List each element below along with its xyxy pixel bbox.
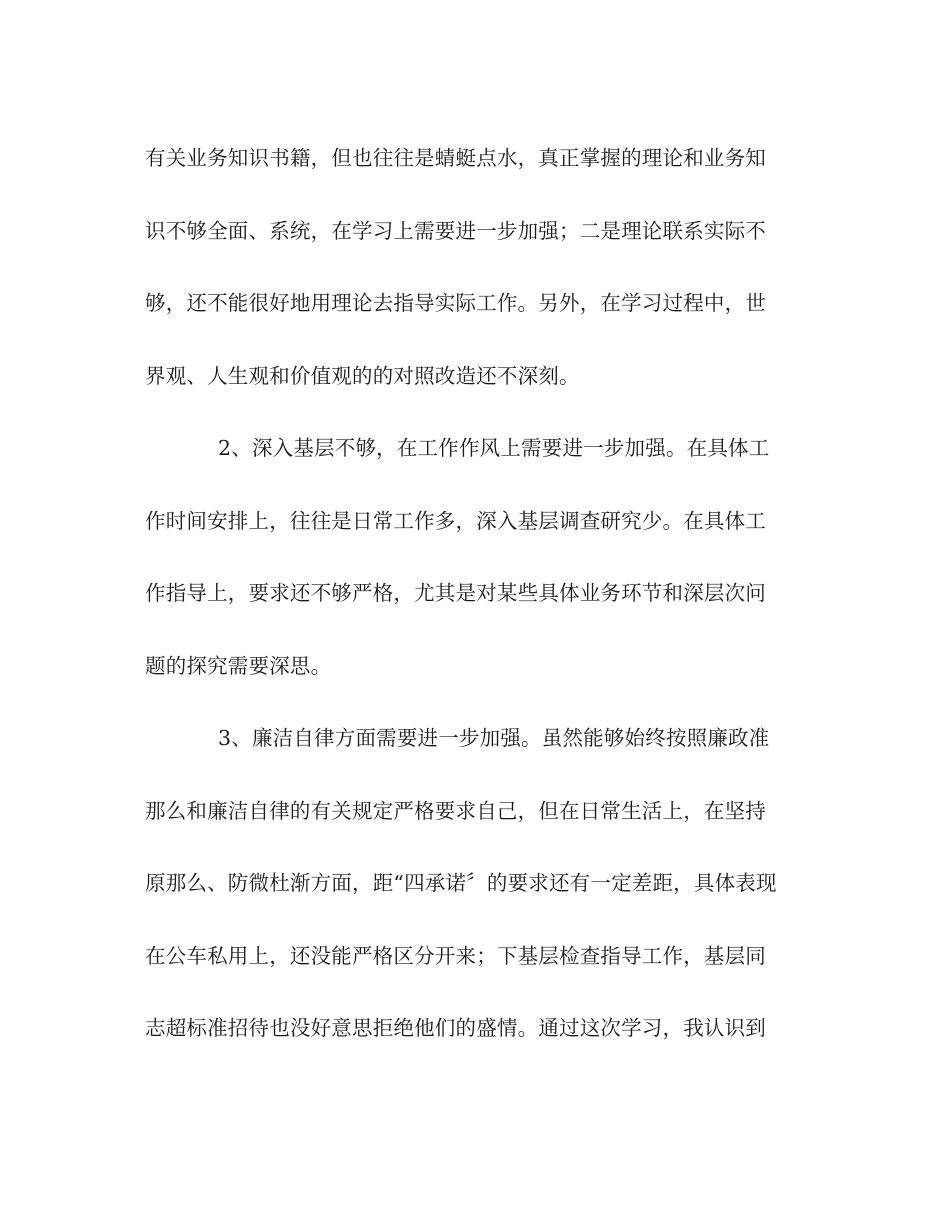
text-line-1: 有关业务知识书籍，但也往往是蜻蜓点水，真正掌握的理论和业务知 — [145, 146, 766, 170]
text-line-3: 够，还不能很好地用理论去指导实际工作。另外，在学习过程中，世 — [145, 291, 766, 315]
text-line-2: 识不够全面、系统，在学习上需要进一步加强；二是理论联系实际不 — [145, 218, 766, 243]
text-line-4: 界观、人生观和价值观的的对照改造还不深刻。 — [145, 363, 580, 388]
text-line-10: 那么和廉洁自律的有关规定严格要求自己，但在日常生活上，在坚持 — [145, 798, 766, 823]
text-line-13: 志超标准招待也没好意思拒绝他们的盛情。通过这次学习，我认识到 — [145, 1016, 766, 1040]
text-line-9: 3、廉洁自律方面需要进一步加强。虽然能够始终按照廉政准 — [218, 726, 770, 750]
text-line-6: 作时间安排上，往往是日常工作多，深入基层调查研究少。在具体工 — [145, 508, 766, 533]
text-line-8: 题的探究需要深思。 — [145, 653, 332, 678]
text-line-12: 在公车私用上，还没能严格区分开来；下基层检查指导工作，基层同 — [145, 943, 766, 968]
text-line-7: 作指导上，要求还不够严格，尤其是对某些具体业务环节和深层次问 — [145, 581, 766, 605]
text-line-5: 2、深入基层不够，在工作作风上需要进一步加强。在具体工 — [218, 436, 770, 460]
body-text — [145, 136, 815, 1079]
text-line-11: 原那么、防微杜渐方面，距“四承诺〞的要求还有一定差距，具体表现 — [145, 871, 777, 895]
